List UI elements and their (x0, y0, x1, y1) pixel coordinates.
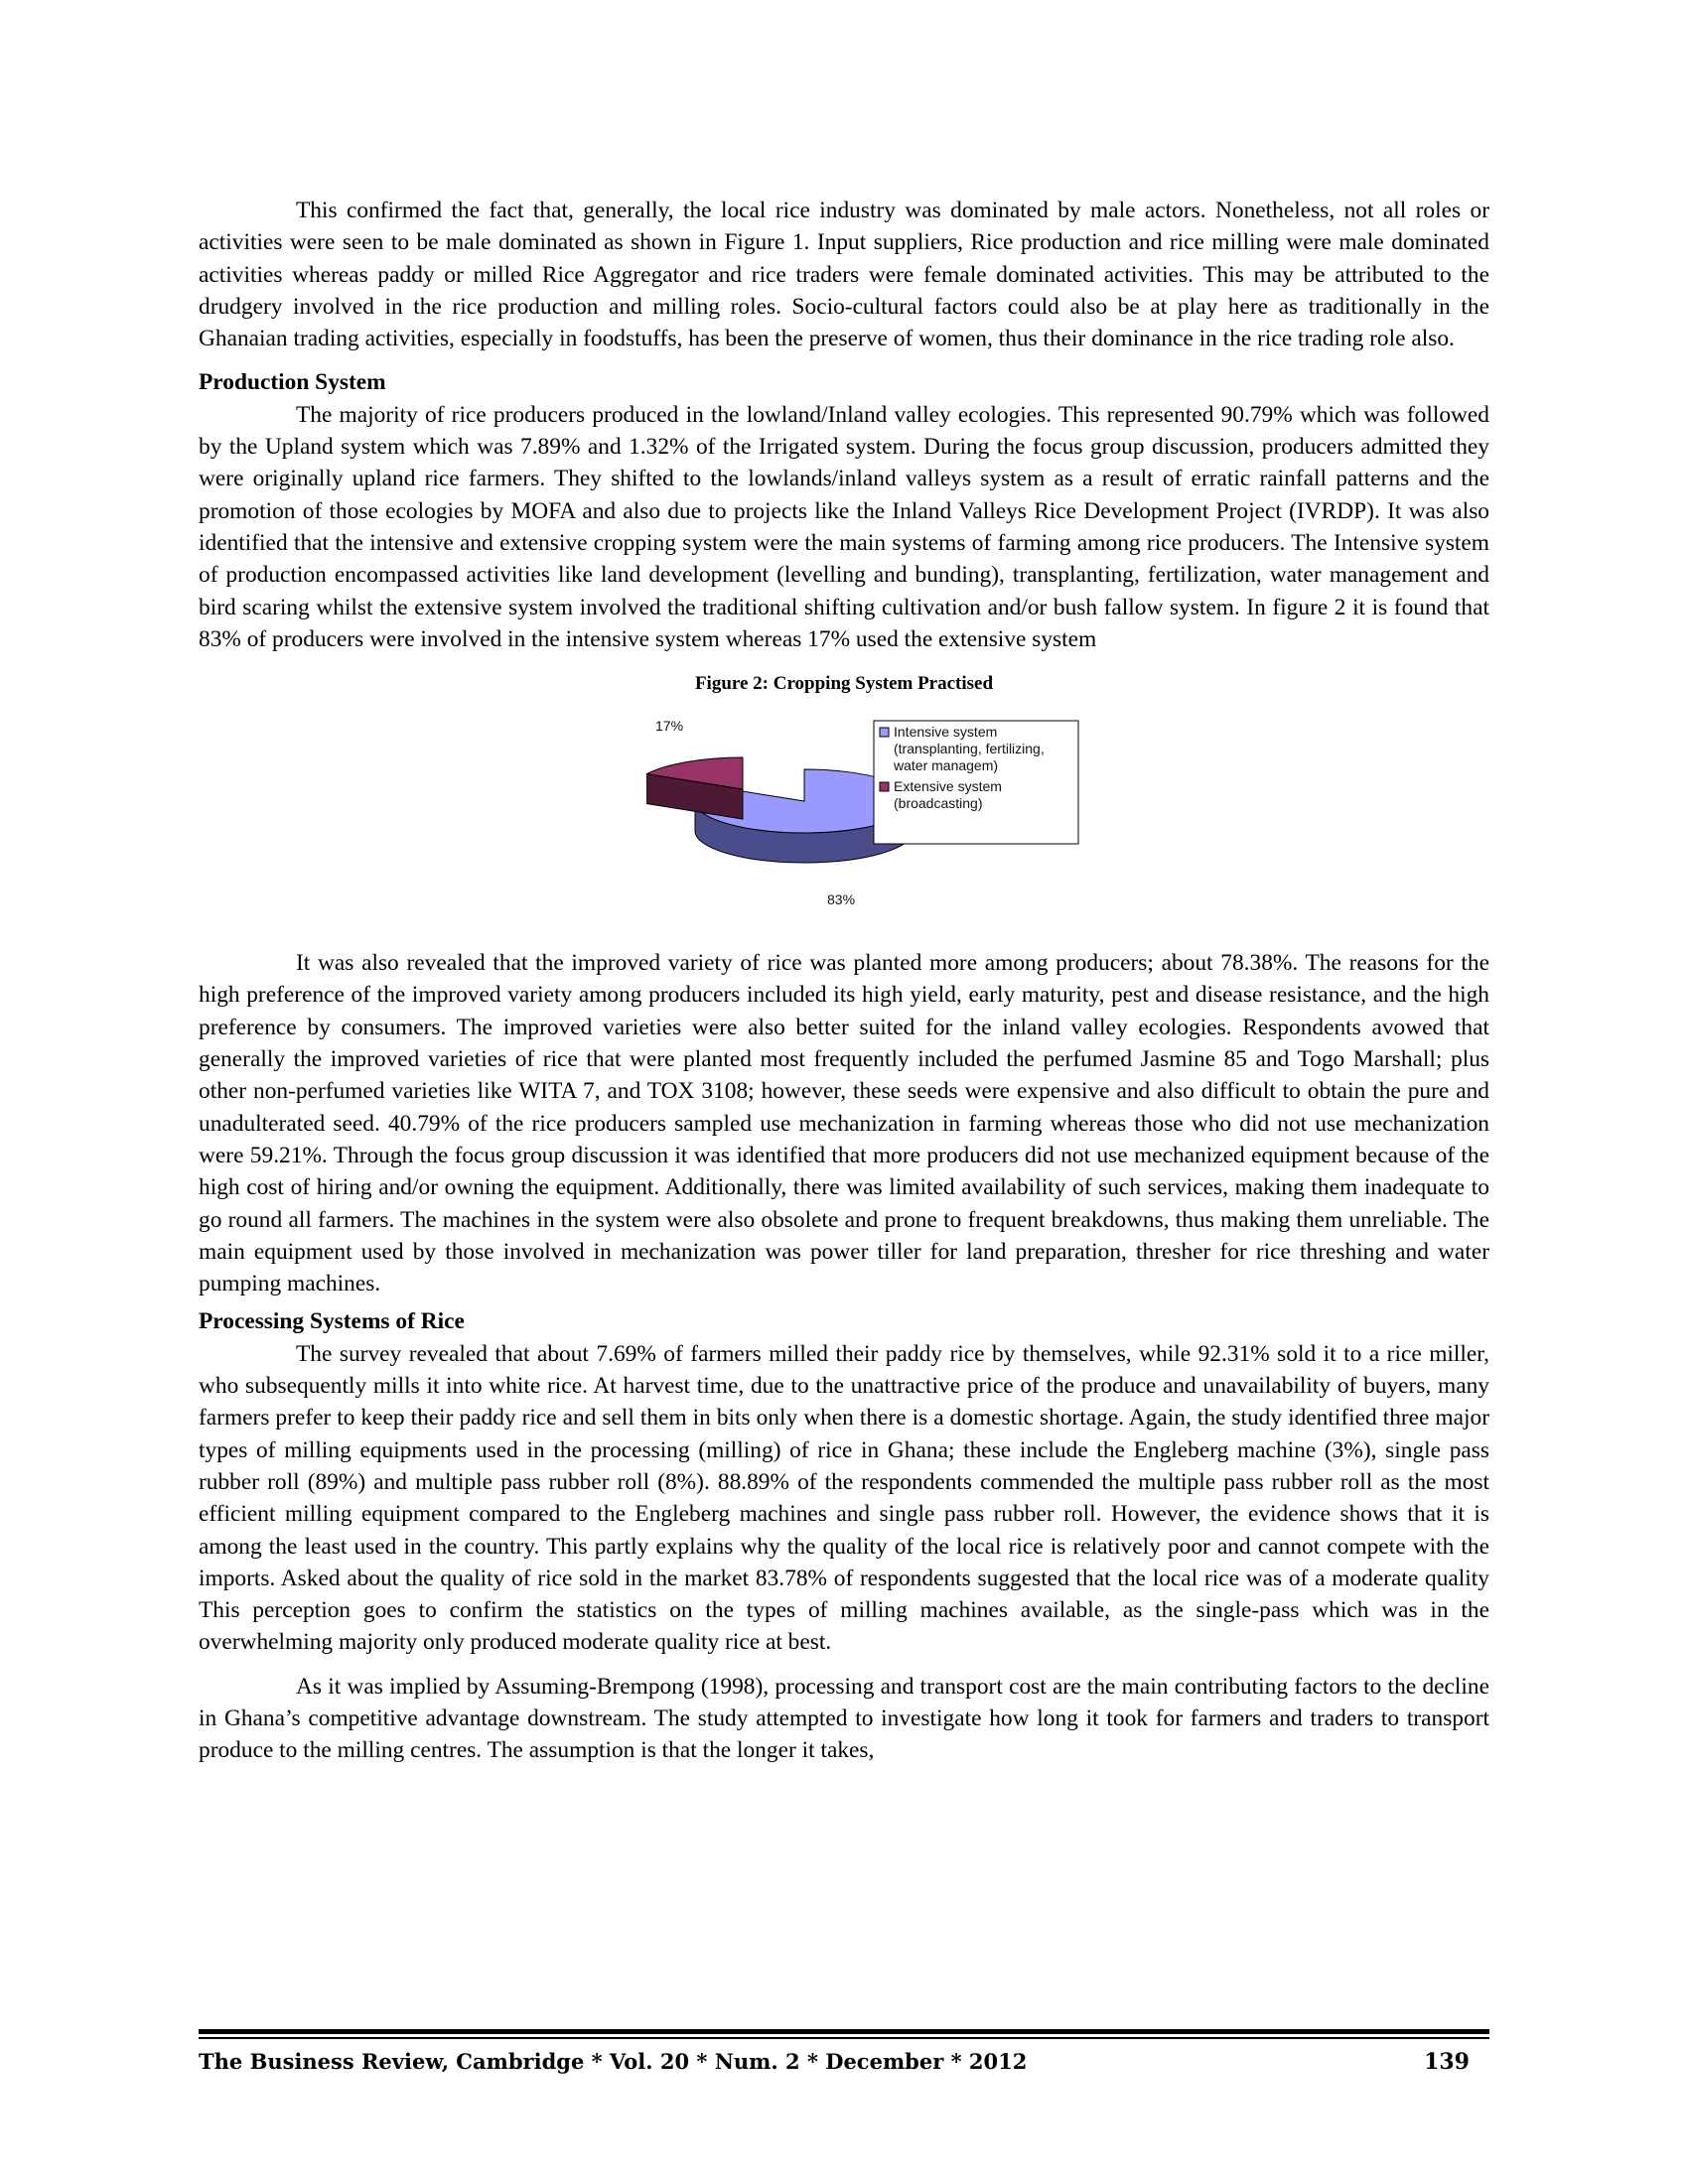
pie-chart (576, 717, 1132, 915)
paragraph-processing-systems: The survey revealed that about 7.69% of farmers milled their paddy rice by themselves, while 92.31% sold it to a rice miller, who subsequently mills it into white rice. At harvest time, due to the unattractive price of the produce and unavailability of buyers, many farmers prefer to keep their paddy rice and sell them in bits only when there is a domestic shortage. Again, the study identified three major types of milling equipments used in the processing (milling) of rice in Ghana; these include the Engleberg machine (3%), single pass rubber roll (89%) and multiple pass rubber roll (8%). 88.89% of the respondents commended the multiple pass rubber roll as the most efficient milling equipment compared to the Engleberg machines and single pass rubber roll. However, the evidence shows that it is among the least used in the country. This partly explains why the quality of the local rice is relatively poor and cannot compete with the imports. Asked about the quality of rice sold in the market 83.78% of respondents suggested that the local rice was of a moderate quality This perception goes to confirm the statistics on the types of milling machines available, as the single-pass which was in the overwhelming majority only produced moderate quality rice at best. (199, 1340, 1489, 1656)
legend-item-extensive-text: (broadcasting) (894, 795, 983, 812)
legend-item-intensive-text: (transplanting, fertilizing, (894, 741, 1045, 757)
legend-item-intensive-text: water managem) (894, 757, 999, 774)
paragraph-production-system: The majority of rice producers produced in the lowland/Inland valley ecologies. This represented 90.79% which was followed by the Upland system which was 7.89% and 1.32% of the Irrigated system. During the focus group discussion, producers admitted they were originally upland rice farmers. They shifted to the lowlands/inland valleys system as a result of erratic rainfall patterns and the promotion of those ecologies by MOFA and also due to projects like the Inland Valleys Rice Development Project (IVRDP). It was also identified that the intensive and extensive cropping system were the main systems of farming among rice producers. The Intensive system of production encompassed activities like land development (levelling and bunding), transplanting, fertilization, water management and bird scaring whilst the extensive system involved the traditional shifting cultivation and/or bush fallow system. In figure 2 it is found that 83% of producers were involved in the intensive system whereas 17% used the extensive system (199, 401, 1489, 652)
page-body (199, 195, 1489, 1767)
legend-item-extensive-swatch (880, 782, 889, 791)
paragraph-improved-variety: It was also revealed that the improved variety of rice was planted more among producers; about 78.38%. The reasons for the high preference of the improved variety among producers included its high yield, early maturity, pest and disease resistance, and the high preference by consumers. The improved varieties were also better suited for the inland valley ecologies. Respondents avowed that generally the improved varieties of rice that were planted most frequently included the perfumed Jasmine 85 and Togo Marshall; plus other non-perfumed varieties like WITA 7, and TOX 3108; however, these seeds were expensive and also difficult to obtain the pure and unadulterated seed. 40.79% of the rice producers sampled use mechanization in farming whereas those who did not use mechanization were 59.21%. Through the focus group discussion it was identified that more producers did not use mechanized equipment because of the high cost of hiring and/or owning the equipment. Additionally, there was limited availability of such services, making them inadequate to go round all farmers. The machines in the system were also obsolete and prone to frequent breakdowns, thus making them unreliable. The main equipment used by those involved in mechanization was power tiller for land preparation, thresher for rice threshing and water pumping machines. (199, 950, 1489, 1297)
legend-item-intensive-swatch (880, 728, 889, 737)
page-footer (199, 2045, 1489, 2085)
pie-label-intensive: 83% (827, 891, 856, 908)
footer-rule (199, 2029, 1489, 2039)
paragraph-gender-roles: This confirmed the fact that, generally, the local rice industry was dominated by male actors. Nonetheless, not all roles or activities were seen to be male dominated as shown in Figure 1. Input suppliers, Rice production and rice milling were male dominated activities whereas paddy or milled Rice Aggregator and rice traders were female dominated activities. This may be attributed to the drudgery involved in the rice production and milling roles. Socio-cultural factors could also be at play here as traditionally in the Ghanaian trading activities, especially in foodstuffs, has been the preserve of women, thus their dominance in the rice trading role also. (199, 198, 1489, 352)
pie-label-extensive: 17% (655, 718, 684, 735)
heading-production-system: Production System (199, 369, 386, 396)
figure-cropping-system (199, 673, 1489, 933)
heading-processing-systems: Processing Systems of Rice (199, 1308, 465, 1335)
legend-item-intensive-text: Intensive system (894, 724, 998, 741)
journal-citation: The Business Review, Cambridge * Vol. 20 * Num. 2 * December * 2012 (199, 2049, 1028, 2074)
legend-item-extensive-text: Extensive system (894, 778, 1002, 795)
paragraph-transport-cost: As it was implied by Assuming-Brempong (1998), processing and transport cost are the main contributing factors to the decline in Ghana’s competitive advantage downstream. The study attempted to investigate how long it took for farmers and traders to transport produce to the milling centres. The assumption is that the longer it takes, (199, 1673, 1489, 1764)
page-number: 139 (1424, 2049, 1470, 2075)
figure-title: Figure 2: Cropping System Practised (694, 673, 994, 695)
